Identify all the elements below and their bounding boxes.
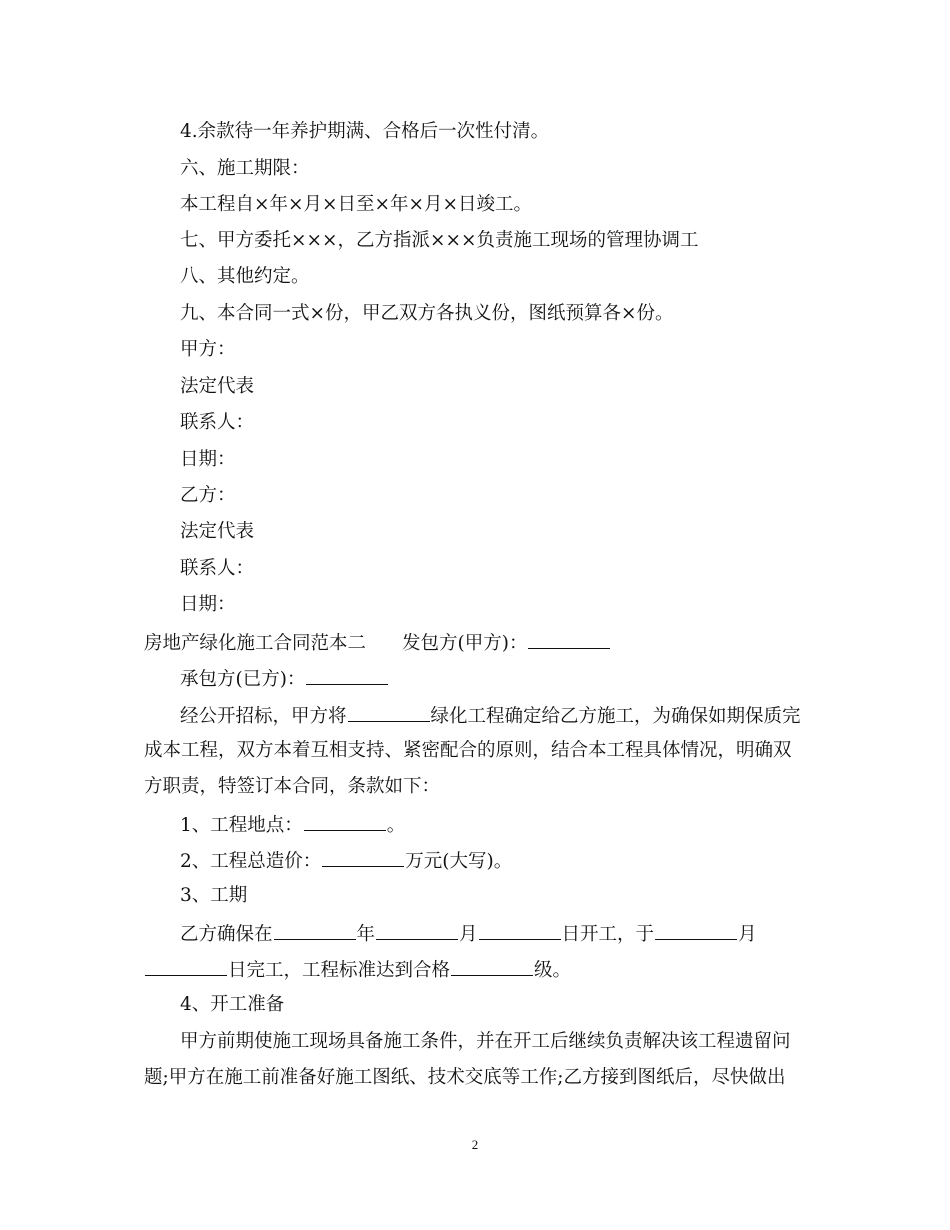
fill-blank	[528, 630, 610, 649]
text-run: 经公开招标，甲方将	[180, 706, 347, 727]
text-run: 2、工程总造价：	[180, 851, 322, 872]
fill-blank	[451, 957, 533, 976]
text-line	[180, 848, 512, 874]
text-line: 九、本合同一式×份，甲乙双方各执义份，图纸预算各×份。	[180, 303, 674, 324]
signature-label: 日期：	[180, 594, 236, 615]
section-heading: 3、工期	[180, 885, 248, 906]
text-run: 级。	[534, 960, 572, 981]
text-line	[144, 630, 611, 656]
signature-label: 甲方：	[180, 339, 236, 360]
fill-blank	[306, 666, 388, 685]
fill-blank	[145, 957, 227, 976]
text-run: 日开工，于	[561, 924, 655, 945]
text-run: 万元(大写)。	[405, 851, 513, 872]
fill-blank	[304, 812, 386, 831]
text-line: 本工程自×年×月×日至×年×月×日竣工。	[180, 194, 533, 215]
text-line: 七、甲方委托×××，乙方指派×××负责施工现场的管理协调工	[180, 230, 699, 251]
text-line: 4.余款待一年养护期满、合格后一次性付清。	[180, 121, 550, 142]
party-b-label: 承包方(已方)：	[180, 669, 306, 690]
text-run: 月	[459, 924, 478, 945]
text-line	[180, 703, 801, 729]
signature-label: 联系人：	[180, 558, 255, 579]
text-run: 年	[356, 924, 376, 945]
section-heading: 八、其他约定。	[180, 266, 310, 287]
text-line	[144, 957, 571, 983]
fill-blank	[322, 848, 404, 867]
text-run: 绿化工程确定给乙方施工，为确保如期保质完	[430, 706, 801, 727]
text-run: 乙方确保在	[180, 924, 273, 945]
text-line: 成本工程，双方本着互相支持、紧密配合的原则，结合本工程具体情况，明确双	[144, 740, 792, 761]
text-run: 。	[386, 815, 406, 836]
fill-blank	[348, 703, 430, 722]
contract-title: 房地产绿化施工合同范本二	[144, 633, 367, 654]
fill-blank	[376, 921, 458, 940]
fill-blank	[479, 921, 561, 940]
signature-label: 联系人：	[180, 412, 255, 433]
text-line	[180, 812, 405, 838]
signature-label: 法定代表	[180, 376, 255, 397]
party-a-label: 发包方(甲方)：	[402, 633, 528, 654]
page-number: 2	[471, 1137, 479, 1152]
section-heading: 4、开工准备	[180, 994, 285, 1015]
text-line: 方职责，特签订本合同，条款如下：	[144, 776, 441, 797]
section-heading: 六、施工期限：	[180, 158, 310, 179]
text-run: 1、工程地点：	[180, 815, 303, 836]
text-line: 题;甲方在施工前准备好施工图纸、技术交底等工作;乙方接到图纸后，尽快做出	[144, 1067, 786, 1088]
fill-blank	[655, 921, 737, 940]
signature-label: 日期：	[180, 449, 236, 470]
signature-label: 法定代表	[180, 521, 255, 542]
text-line: 甲方前期使施工现场具备施工条件，并在开工后继续负责解决该工程遗留问	[180, 1031, 791, 1052]
text-line	[180, 666, 389, 692]
text-line	[180, 921, 757, 947]
text-run: 月	[738, 924, 757, 945]
signature-label: 乙方：	[180, 485, 236, 506]
text-run: 日完工，工程标准达到合格	[228, 960, 451, 981]
fill-blank	[274, 921, 356, 940]
